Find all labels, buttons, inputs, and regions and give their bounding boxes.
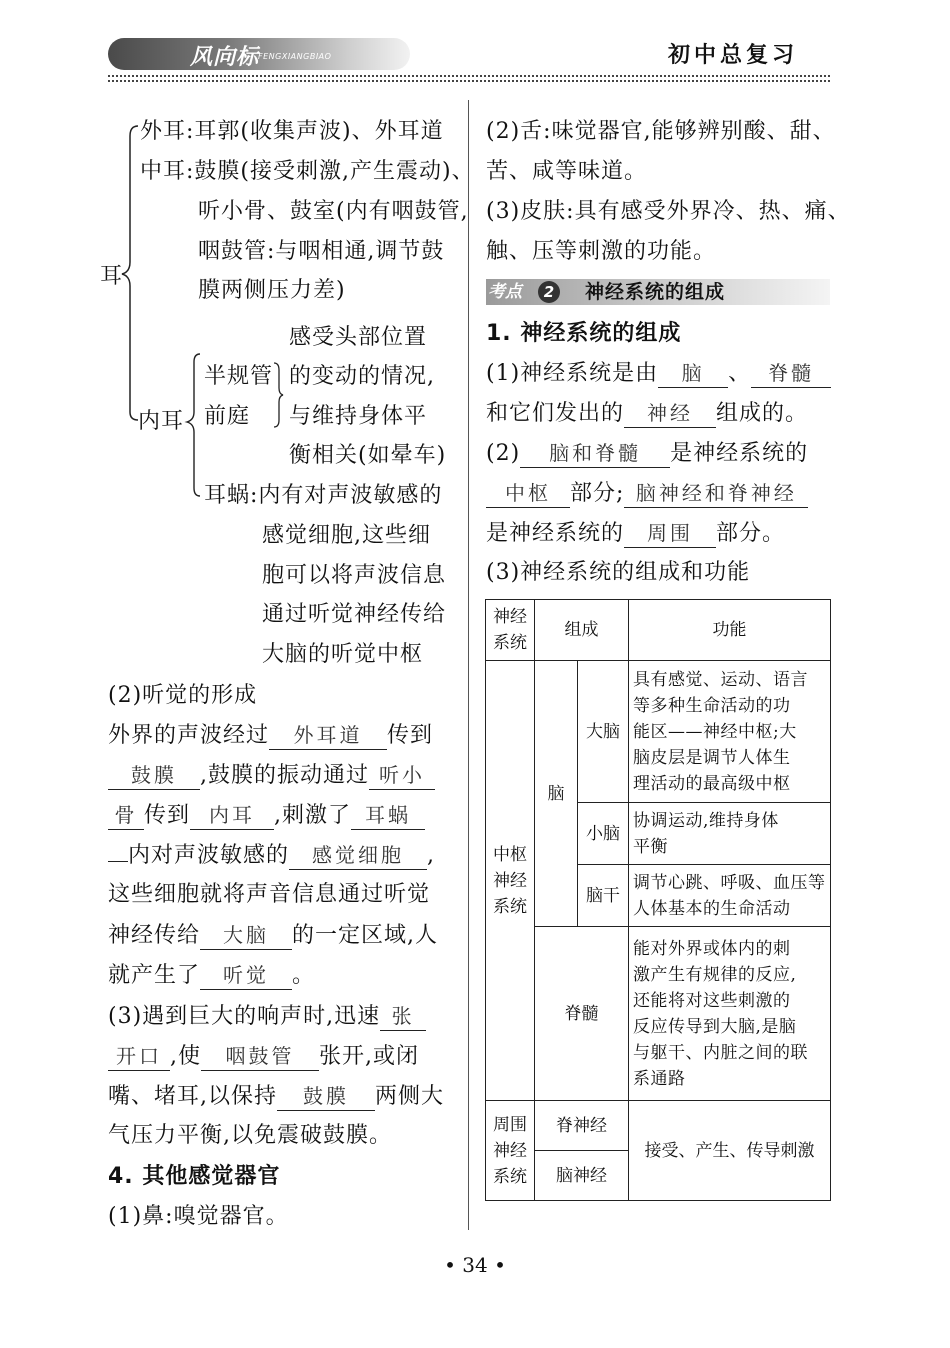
brainstem-cell: 脑干 — [578, 865, 629, 927]
noise-line-3 — [108, 1082, 444, 1111]
spinal-nerve-cell: 脊神经 — [535, 1101, 629, 1151]
ns-q2-line-3 — [486, 519, 785, 548]
other-senses-heading: 4. 其他感觉器官 — [108, 1164, 281, 1189]
text: 部分。 — [716, 521, 786, 546]
text: 。 — [292, 963, 316, 988]
hearing-line-6 — [108, 921, 438, 950]
kaodian-label: 考点 — [488, 282, 522, 302]
hearing-line-4 — [108, 841, 435, 870]
ear-label: 耳 — [100, 264, 124, 289]
text: 组成的。 — [716, 401, 809, 426]
hearing-heading: (2)听觉的形成 — [108, 683, 258, 708]
header-divider-2 — [108, 80, 830, 82]
text: ,鼓膜的振动通过 — [200, 763, 369, 788]
vestibule: 前庭 — [204, 404, 251, 429]
header-divider — [108, 75, 830, 77]
text: 部分; — [570, 481, 625, 506]
text: 的一定区域,人 — [292, 923, 439, 948]
nervous-system-table — [485, 599, 831, 1201]
brain-cell: 脑 — [535, 661, 578, 927]
ns-heading: 1. 神经系统的组成 — [486, 321, 682, 346]
text: 内对声波敏感的 — [128, 843, 290, 868]
answer-blank: 耳蜗 — [351, 801, 425, 830]
page-number: • 34 • — [444, 1253, 506, 1277]
column-divider — [468, 100, 469, 1230]
ns-q1-line-2 — [486, 399, 808, 428]
hearing-line-1 — [108, 721, 433, 750]
cerebellum-cell: 小脑 — [578, 803, 629, 865]
answer-blank: 张 — [380, 1002, 426, 1031]
text: , — [427, 843, 436, 868]
text: (2) — [486, 441, 521, 466]
answer-blank: 开口 — [108, 1042, 170, 1071]
hearing-line-2 — [108, 761, 435, 790]
tongue-line-2: 苦、咸等味道。 — [486, 159, 648, 184]
answer-blank: 神经 — [624, 399, 716, 428]
header-title: 初中总复习 — [668, 43, 799, 68]
text: 就产生了 — [108, 963, 201, 988]
header-function: 功能 — [629, 600, 831, 661]
answer-blank: 脊髓 — [751, 359, 831, 388]
header-system: 神经 系统 — [486, 600, 535, 661]
text: 是神经系统的 — [670, 441, 809, 466]
balance-line-1: 感受头部位置 — [289, 325, 428, 350]
skin-line-2: 触、压等刺激的功能。 — [486, 239, 717, 264]
middle-ear-line-2: 听小骨、鼓室(内有咽鼓管, — [198, 199, 469, 224]
answer-blank: 大脑 — [200, 921, 292, 950]
brand-logo-subtitle: FENGXIANGBIAO — [258, 52, 332, 61]
text: (3)遇到巨大的响声时,迅速 — [108, 1004, 381, 1029]
peripheral-nervous-system: 周围 神经 系统 — [486, 1101, 535, 1201]
noise-line-2 — [108, 1042, 419, 1071]
hearing-line-3 — [108, 801, 425, 830]
answer-blank: 鼓膜 — [277, 1082, 375, 1111]
text: 张开,或闭 — [319, 1044, 419, 1069]
answer-blank: 脑 — [658, 359, 728, 388]
text: ,刺激了 — [274, 803, 352, 828]
balance-line-3: 与维持身体平 — [289, 404, 428, 429]
cranial-nerve-cell: 脑神经 — [535, 1151, 629, 1201]
text: 和它们发出的 — [486, 401, 625, 426]
outer-ear: 外耳:耳郭(收集声波)、外耳道 — [140, 119, 444, 144]
text: 神经传给 — [108, 923, 201, 948]
answer-blank: 感觉细胞 — [289, 841, 427, 870]
kaodian-title: 神经系统的组成 — [585, 281, 726, 303]
noise-line-1 — [108, 1002, 426, 1031]
text: 是神经系统的 — [486, 521, 625, 546]
middle-ear-line-4: 膜两侧压力差) — [198, 278, 346, 303]
cerebrum-cell: 大脑 — [578, 661, 629, 803]
tongue-line-1: (2)舌:味觉器官,能够辨别酸、甜、 — [486, 119, 836, 144]
cochlea-line-1: 耳蜗:内有对声波敏感的 — [204, 483, 443, 508]
middle-ear-line-3: 咽鼓管:与咽相通,调节鼓 — [198, 239, 445, 264]
hearing-line-5: 这些细胞就将声音信息通过听觉 — [108, 882, 431, 907]
answer-blank: 周围 — [624, 519, 716, 548]
cerebellum-function: 协调运动,维持身体 平衡 — [629, 803, 831, 865]
answer-blank: 中枢 — [486, 479, 570, 508]
hearing-line-7 — [108, 961, 315, 990]
answer-blank — [108, 861, 128, 862]
text: 两侧大 — [375, 1084, 445, 1109]
answer-blank: 内耳 — [190, 801, 274, 830]
answer-blank: 外耳道 — [269, 721, 387, 750]
ns-q2-line-1 — [486, 439, 808, 468]
middle-ear-line-1: 中耳:鼓膜(接受刺激,产生震动)、 — [140, 159, 475, 184]
inner-ear-brace — [184, 350, 206, 500]
cochlea-line-2: 感觉细胞,这些细 — [262, 523, 431, 548]
text: ,使 — [170, 1044, 201, 1069]
ns-q1-line-1 — [486, 359, 831, 388]
text: (1)神经系统是由 — [486, 361, 659, 386]
answer-blank: 鼓膜 — [108, 761, 200, 790]
answer-blank: 咽鼓管 — [201, 1042, 319, 1071]
text: 、 — [728, 361, 752, 386]
spinal-cord-function: 能对外界或体内的刺 激产生有规律的反应, 还能将对这些刺激的 反应传导到大脑,是脑 与躯干、内脏之间的联 系通路 — [629, 927, 831, 1101]
ns-q2-line-2 — [486, 479, 808, 508]
answer-blank: 听小 — [369, 761, 435, 790]
text: 传到 — [387, 723, 434, 748]
header-composition: 组成 — [535, 600, 629, 661]
spinal-cord-cell: 脊髓 — [535, 927, 629, 1101]
cochlea-line-3: 胞可以将声波信息 — [262, 563, 447, 588]
central-nervous-system: 中枢 神经 系统 — [486, 661, 535, 1101]
answer-blank: 脑神经和脊神经 — [624, 479, 808, 508]
balance-brace — [270, 360, 286, 430]
text: 传到 — [144, 803, 191, 828]
brand-logo: 风向标 — [190, 45, 260, 70]
inner-ear-label: 内耳 — [138, 409, 185, 434]
nose-text: (1)鼻:嗅觉器官。 — [108, 1204, 289, 1229]
brainstem-function: 调节心跳、呼吸、血压等 人体基本的生命活动 — [629, 865, 831, 927]
skin-line-1: (3)皮肤:具有感受外界冷、热、痛、 — [486, 199, 851, 224]
answer-blank: 听觉 — [200, 961, 292, 990]
text: 外界的声波经过 — [108, 723, 270, 748]
answer-blank: 骨 — [108, 801, 144, 830]
balance-line-2: 的变动的情况, — [289, 364, 435, 389]
cochlea-line-4: 通过听觉神经传给 — [262, 602, 447, 627]
text: 嘴、堵耳,以保持 — [108, 1084, 277, 1109]
ns-q3: (3)神经系统的组成和功能 — [486, 560, 751, 585]
cerebrum-function: 具有感觉、运动、语言 等多种生命活动的功 能区——神经中枢;大 脑皮层是调节人体生 理活动的最高级中枢 — [629, 661, 831, 803]
noise-line-4: 气压力平衡,以免震破鼓膜。 — [108, 1123, 392, 1148]
answer-blank: 脑和脊髓 — [520, 439, 670, 468]
balance-line-4: 衡相关(如晕车) — [289, 443, 447, 468]
cochlea-line-5: 大脑的听觉中枢 — [262, 642, 424, 667]
kaodian-number: 2 — [538, 281, 560, 303]
peripheral-function: 接受、产生、传导刺激 — [629, 1101, 831, 1201]
semicircular-canals: 半规管 — [204, 364, 274, 389]
